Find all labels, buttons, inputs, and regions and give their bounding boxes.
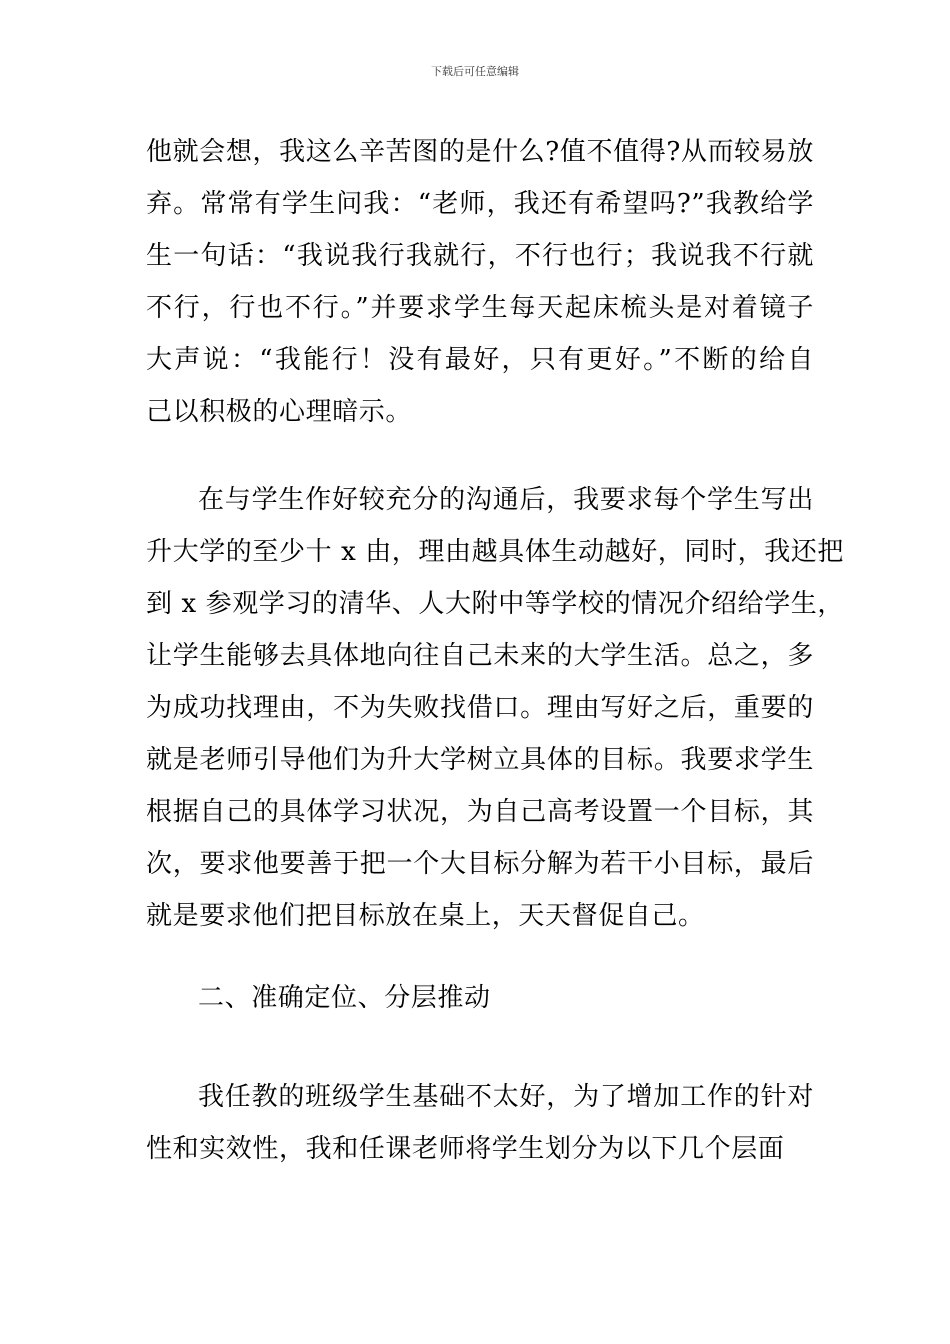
paragraph-line: 我任教的班级学生基础不太好，为了增加工作的针对: [198, 1082, 814, 1112]
paragraph-2: [146, 474, 844, 942]
paragraph-line: 性和实效性，我和任课老师将学生划分为以下几个层面: [146, 1134, 785, 1164]
paragraph-line: 次，要求他要善于把一个大目标分解为若干小目标，最后: [146, 849, 814, 879]
paragraph-line: 己以积极的心理暗示。: [146, 397, 413, 427]
paragraph-line: 生一句话：“我说我行我就行，不行也行；我说我不行就: [146, 241, 814, 271]
paragraph-3: [146, 1071, 814, 1175]
page-header: 下载后可任意编辑: [431, 65, 519, 78]
paragraph-1: [146, 126, 814, 438]
paragraph-line: 他就会想，我这么辛苦图的是什么?值不值得?从而较易放: [146, 137, 814, 167]
paragraph-line: 升大学的至少十 x 由，理由越具体生动越好，同时，我还把: [146, 537, 844, 567]
paragraph-line: 在与学生作好较充分的沟通后，我要求每个学生写出: [198, 485, 814, 515]
paragraph-line: 弃。常常有学生问我：“老师，我还有希望吗?”我教给学: [146, 189, 814, 219]
paragraph-line: 大声说：“我能行！没有最好，只有更好。”不断的给自: [146, 345, 814, 375]
section-heading-text: 二、准确定位、分层推动: [198, 983, 491, 1013]
paragraph-line: 就是要求他们把目标放在桌上，天天督促自己。: [146, 901, 705, 931]
paragraph-line: 让学生能够去具体地向往自己未来的大学生活。总之，多: [146, 641, 814, 671]
paragraph-line: 就是老师引导他们为升大学树立具体的目标。我要求学生: [146, 745, 814, 775]
paragraph-line: 为成功找理由，不为失败找借口。理由写好之后，重要的: [146, 693, 814, 723]
paragraph-line: 到 x 参观学习的清华、人大附中等学校的情况介绍给学生，: [146, 589, 844, 619]
paragraph-line: 根据自己的具体学习状况，为自己高考设置一个目标，其: [146, 797, 814, 827]
section-heading: [146, 972, 814, 1024]
paragraph-line: 不行，行也不行。”并要求学生每天起床梳头是对着镜子: [146, 293, 814, 323]
